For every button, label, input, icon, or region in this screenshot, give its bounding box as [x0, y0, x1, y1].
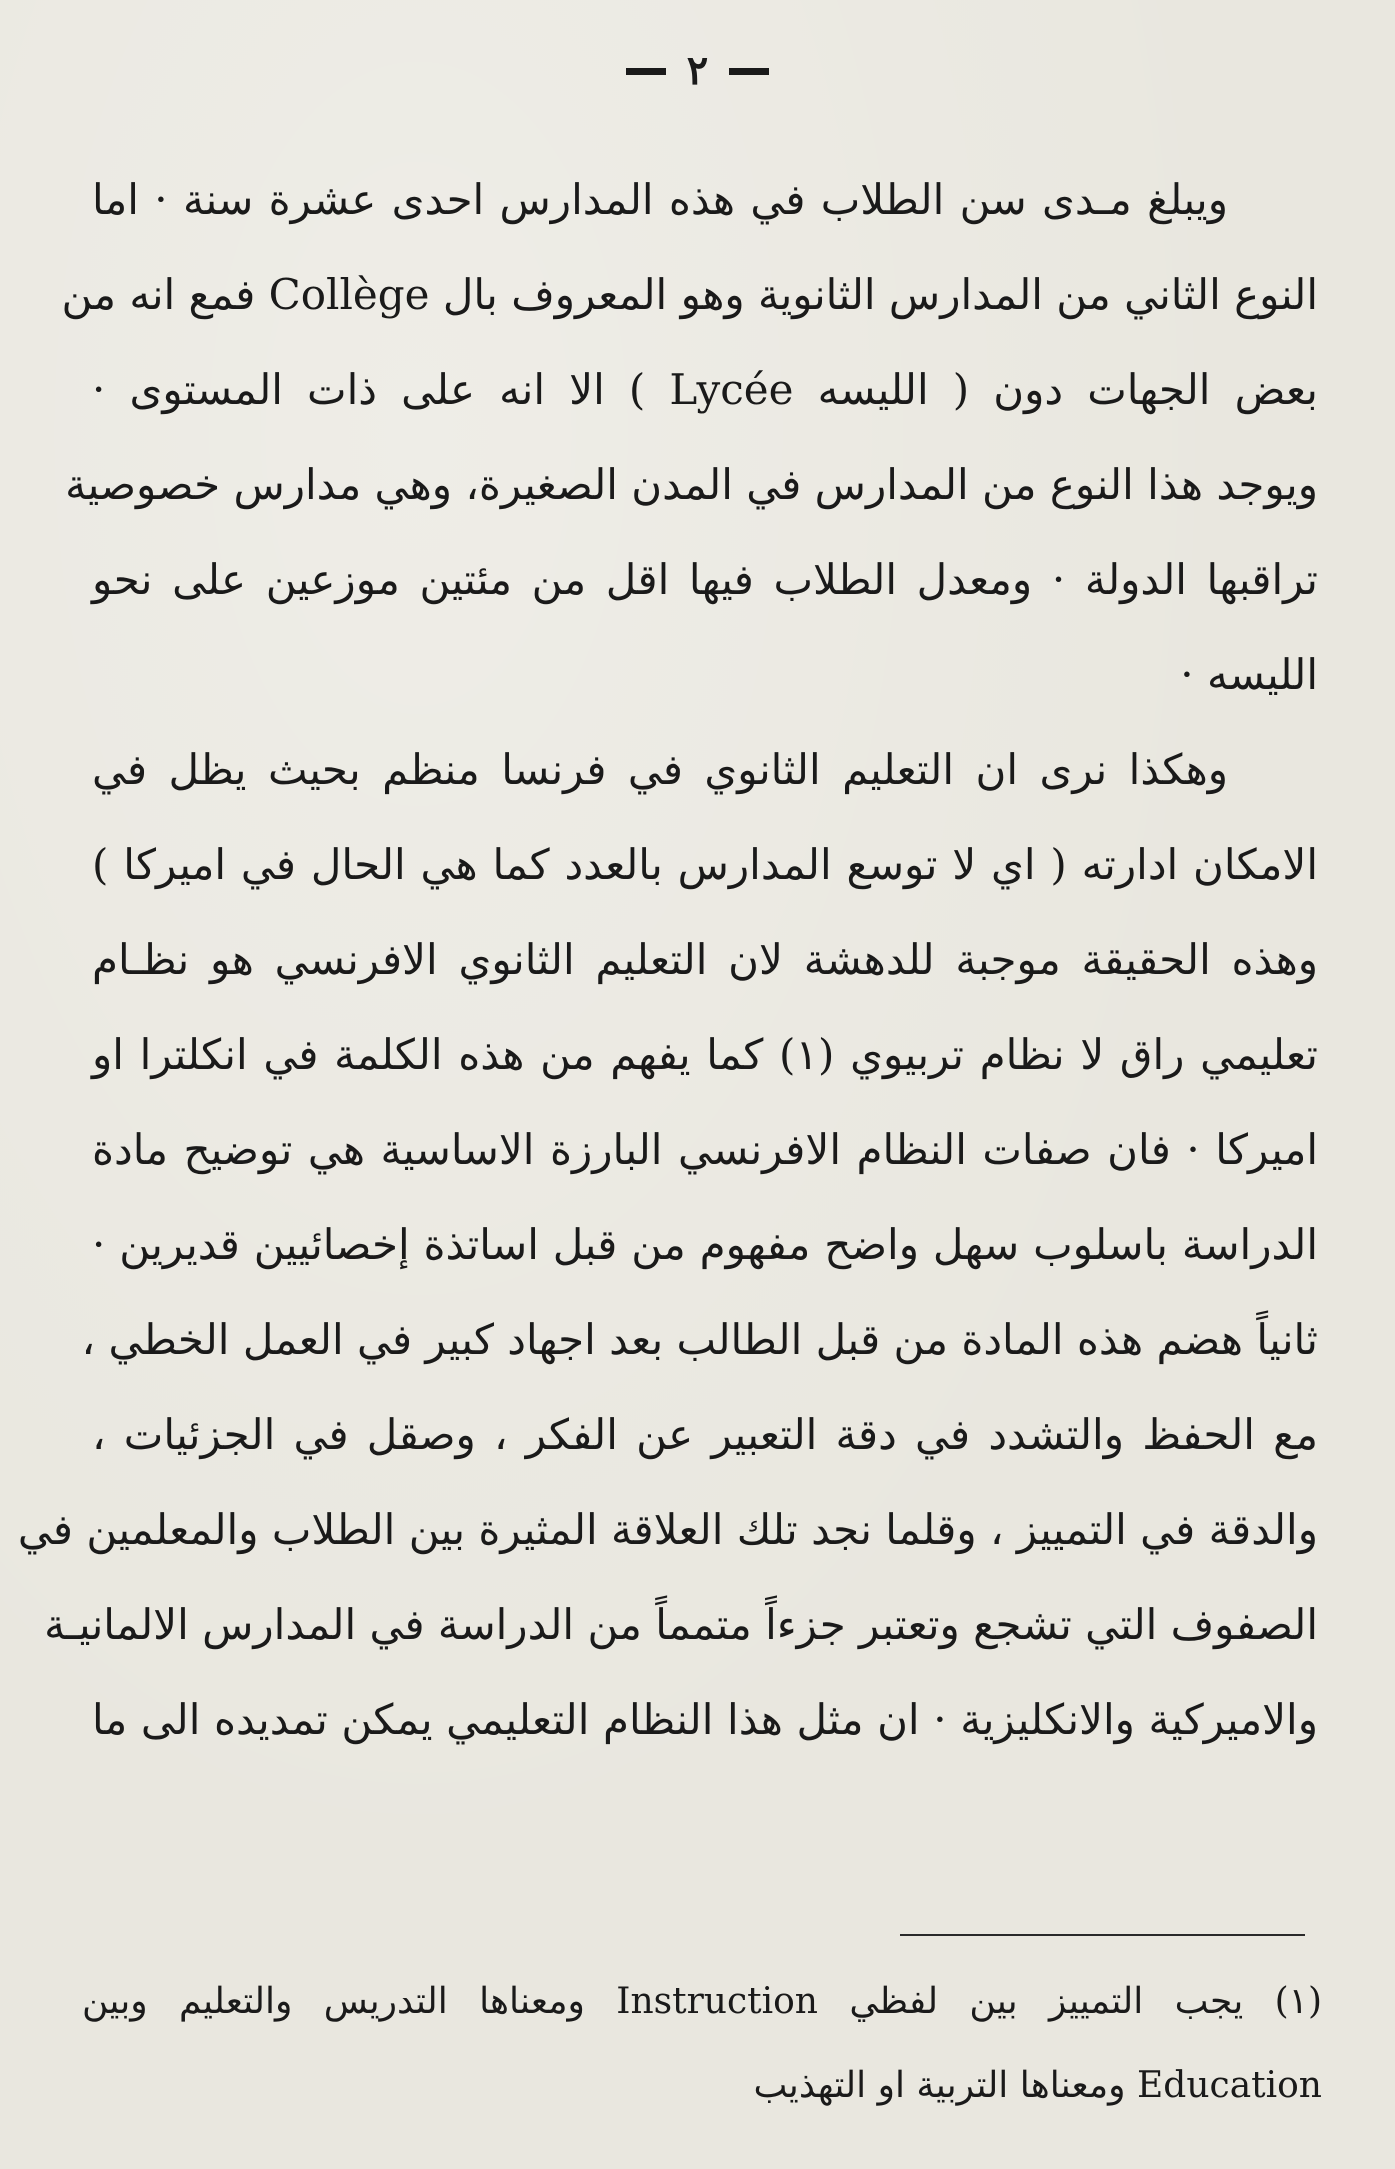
paragraph-1: [61, 152, 1318, 722]
text-line: النوع الثاني من المدارس الثانوية وهو المعروف بال Collège فمع انه من: [61, 270, 1318, 319]
text-line: اميركا · فان صفات النظام الافرنسي البارزة الاساسية هي توضيح مادة: [92, 1125, 1319, 1174]
text-line: بعض الجهات دون ( الليسه Lycée ) الا انه على ذات المستوى ·: [92, 365, 1318, 414]
footnote-line: (١) يجب التمييز بين لفظي Instruction ومعناها التدريس والتعليم وبين: [82, 1981, 1322, 2022]
text-line: الليسه ·: [1180, 650, 1318, 699]
text-line: وهذه الحقيقة موجبة للدهشة لان التعليم الثانوي الافرنسي هو نظـام: [92, 935, 1318, 984]
text-line: ويبلغ مـدى سن الطلاب في هذه المدارس احدى عشرة سنة · اما: [92, 175, 1228, 224]
text-line: ثانياً هضم هذه المادة من قبل الطالب بعد اجهاد كبير في العمل الخطي ،: [81, 1315, 1318, 1364]
page-number: ٢: [686, 47, 709, 94]
body-text: [17, 152, 1319, 1767]
text-line: مع الحفظ والتشدد في دقة التعبير عن الفكر ، وصقل في الجزئيات ،: [92, 1410, 1318, 1459]
text-line: الصفوف التي تشجع وتعتبر جزءاً متمماً من الدراسة في المدارس الالمانيـة: [44, 1600, 1318, 1649]
footnote-line: Education ومعناها التربية او التهذيب: [753, 2065, 1322, 2106]
footnote-separator: [900, 1934, 1305, 1936]
text-line: ويوجد هذا النوع من المدارس في المدن الصغيرة، وهي مدارس خصوصية: [65, 460, 1318, 509]
text-line: الدراسة باسلوب سهل واضح مفهوم من قبل اساتذة إخصائيين قديرين ·: [92, 1220, 1318, 1269]
text-line: الامكان ادارته ( اي لا توسع المدارس بالعدد كما هي الحال في اميركا ): [92, 840, 1318, 889]
text-line: والاميركية والانكليزية · ان مثل هذا النظام التعليمي يمكن تمديده الى ما: [92, 1695, 1318, 1744]
page-header: [0, 47, 1395, 94]
footnote: [82, 1960, 1322, 2128]
paragraph-2: [17, 722, 1319, 1767]
header-dash-right: [729, 68, 769, 75]
text-line: وهكذا نرى ان التعليم الثانوي في فرنسا منظم بحيث يظل في: [92, 745, 1228, 794]
text-line: تعليمي راق لا نظام تربيوي (١) كما يفهم من هذه الكلمة في انكلترا او: [92, 1030, 1318, 1079]
header-dash-left: [626, 68, 666, 75]
text-line: تراقبها الدولة · ومعدل الطلاب فيها اقل من مئتين موزعين على نحو: [92, 555, 1318, 604]
text-line: والدقة في التمييز ، وقلما نجد تلك العلاقة المثيرة بين الطلاب والمعلمين في: [17, 1505, 1318, 1554]
